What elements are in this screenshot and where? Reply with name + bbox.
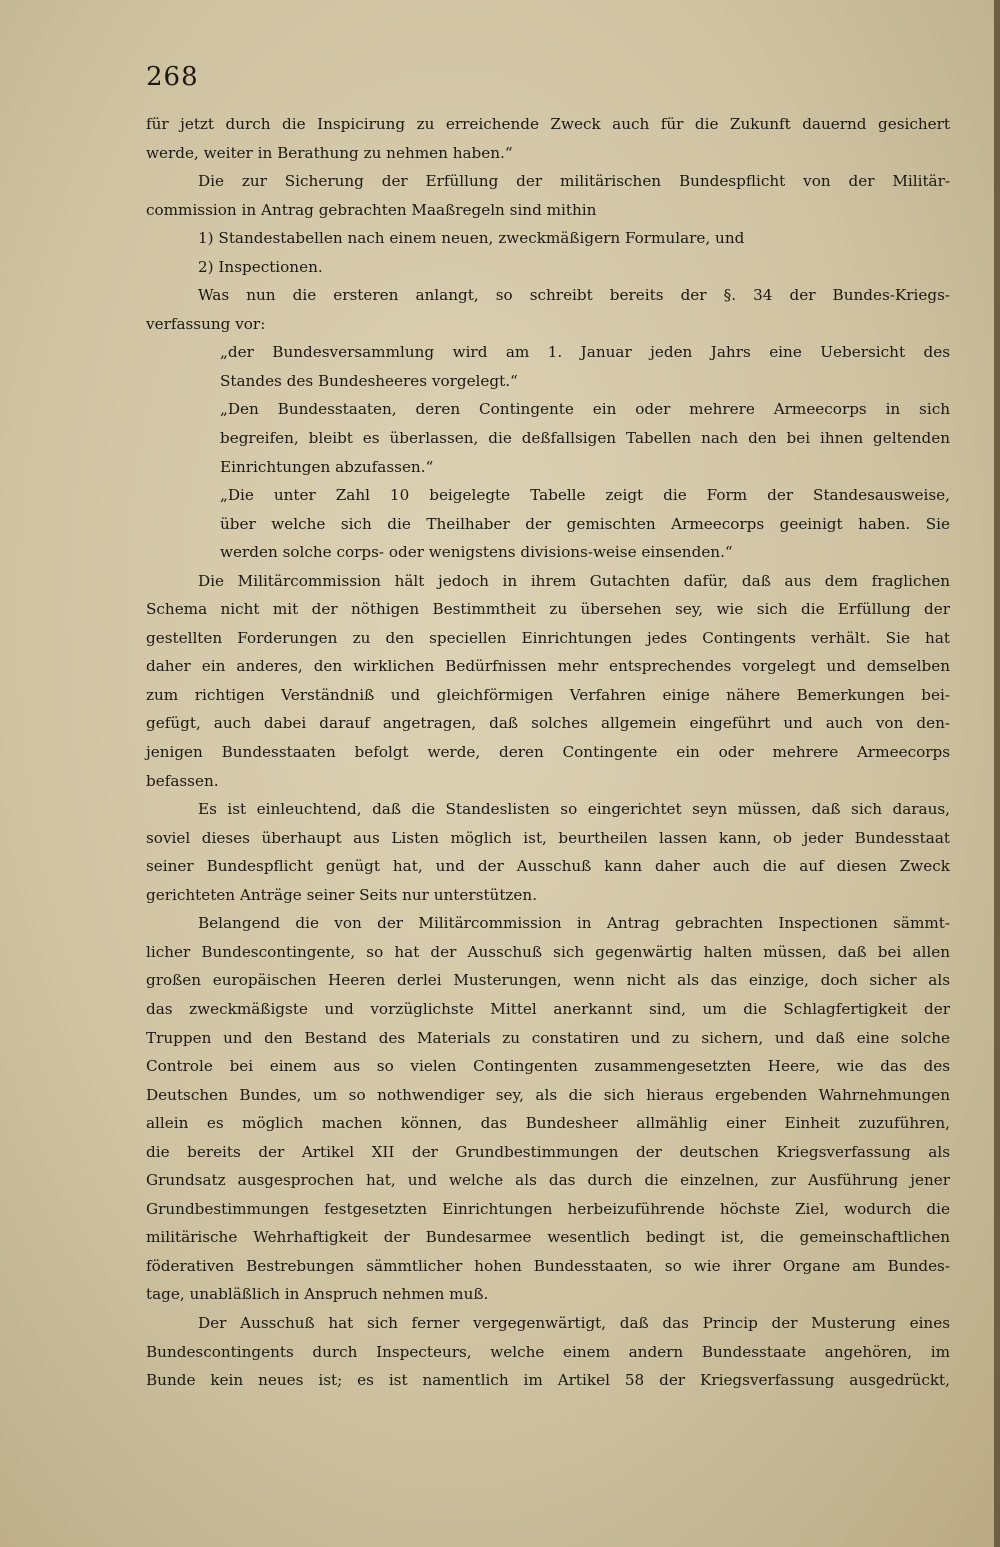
text-line: Grundbestimmungen festgesetzten Einrichtungen herbeizuführende höchste Ziel, wodurch die bbox=[146, 1199, 950, 1218]
text-line: Die zur Sicherung der Erfüllung der militärischen Bundespflicht von der Militär- bbox=[198, 172, 950, 191]
text-line: Bundescontingents durch Inspecteurs, welche einem andern Bundesstaate angehören, im bbox=[146, 1342, 950, 1361]
text-line: jenigen Bundesstaaten befolgt werde, deren Contingente ein oder mehrere Armeecorps bbox=[146, 743, 950, 762]
text-line: commission in Antrag gebrachten Maaßregeln sind mithin bbox=[146, 200, 597, 219]
text-line: für jetzt durch die Inspicirung zu erreichende Zweck auch für die Zukunft dauernd gesichert bbox=[146, 115, 950, 133]
text-line: Deutschen Bundes, um so nothwendiger sey, als die sich hieraus ergebenden Wahrnehmungen bbox=[146, 1085, 950, 1104]
text-line: licher Bundescontingente, so hat der Ausschuß sich gegenwärtig halten müssen, daß bei allen bbox=[146, 942, 950, 961]
text-line: Truppen und den Bestand des Materials zu constatiren und zu sichern, und daß eine solche bbox=[146, 1028, 950, 1047]
quote-line: Standes des Bundesheeres vorgelegt.“ bbox=[220, 371, 518, 390]
text-line: gerichteten Anträge seiner Seits nur unterstützen. bbox=[146, 885, 538, 904]
text-line: militärische Wehrhaftigkeit der Bundesarmee wesentlich bedingt ist, die gemeinschaftlichen bbox=[146, 1228, 950, 1247]
text-line: tage, unabläßlich in Anspruch nehmen muß. bbox=[146, 1285, 489, 1304]
text-line: seiner Bundespflicht genügt hat, und der Ausschuß kann daher auch die auf diesen Zweck bbox=[146, 857, 950, 876]
text-line: werde, weiter in Berathung zu nehmen haben.“ bbox=[146, 143, 513, 162]
text-line: soviel dieses überhaupt aus Listen möglich ist, beurtheilen lassen kann, ob jeder Bundesstaat bbox=[146, 828, 950, 847]
quote-line: begreifen, bleibt es überlassen, die deßfallsigen Tabellen nach den bei ihnen geltenden bbox=[220, 429, 950, 448]
text-line: Bunde kein neues ist; es ist namentlich im Artikel 58 der Kriegsverfassung ausgedrückt, bbox=[146, 1371, 950, 1390]
text-line: daher ein anderes, den wirklichen Bedürfnissen mehr entsprechendes vorgelegt und demselben bbox=[146, 657, 950, 676]
quote-line: „Die unter Zahl 10 beigelegte Tabelle zeigt die Form der Standesausweise, bbox=[220, 486, 950, 505]
text-line: befassen. bbox=[146, 771, 219, 790]
quote-line: werden solche corps- oder wenigstens divisions-weise einsenden.“ bbox=[220, 543, 733, 562]
body-text bbox=[146, 110, 950, 1395]
text-line: Grundsatz ausgesprochen hat, und welche als das durch die einzelnen, zur Ausführung jener bbox=[146, 1171, 950, 1190]
page-number: 268 bbox=[146, 62, 199, 92]
text-line: Controle bei einem aus so vielen Contingenten zusammengesetzten Heere, wie das des bbox=[146, 1057, 950, 1076]
text-line: föderativen Bestrebungen sämmtlicher hohen Bundesstaaten, so wie ihrer Organe am Bundes- bbox=[146, 1256, 950, 1275]
page-edge bbox=[994, 0, 1000, 1547]
text-line: zum richtigen Verständniß und gleichförmigen Verfahren einige nähere Bemerkungen bei- bbox=[146, 685, 950, 704]
text-line: allein es möglich machen können, das Bundesheer allmählig einer Einheit zuzuführen, bbox=[146, 1114, 950, 1133]
text-line: gefügt, auch dabei darauf angetragen, daß solches allgemein eingeführt und auch von den- bbox=[146, 714, 950, 733]
quote-line: über welche sich die Theilhaber der gemischten Armeecorps geeinigt haben. Sie bbox=[220, 514, 950, 533]
text-line: Belangend die von der Militärcommission in Antrag gebrachten Inspectionen sämmt- bbox=[198, 914, 950, 933]
quote-line: „der Bundesversammlung wird am 1. Januar jeden Jahrs eine Uebersicht des bbox=[220, 343, 950, 362]
text-line: Der Ausschuß hat sich ferner vergegenwärtigt, daß das Princip der Musterung eines bbox=[198, 1313, 950, 1332]
text-line: Was nun die ersteren anlangt, so schreibt bereits der §. 34 der Bundes-Kriegs- bbox=[198, 286, 950, 305]
text-line: Es ist einleuchtend, daß die Standeslisten so eingerichtet seyn müssen, daß sich daraus, bbox=[198, 800, 950, 819]
list-item: 2) Inspectionen. bbox=[198, 257, 323, 276]
text-line: großen europäischen Heeren derlei Musterungen, wenn nicht als das einzige, doch sicher als bbox=[146, 971, 950, 990]
text-line: das zweckmäßigste und vorzüglichste Mittel anerkannt sind, um die Schlagfertigkeit der bbox=[146, 999, 950, 1018]
quote-line: „Den Bundesstaaten, deren Contingente ein oder mehrere Armeecorps in sich bbox=[220, 400, 950, 419]
text-line: die bereits der Artikel XII der Grundbestimmungen der deutschen Kriegsverfassung als bbox=[146, 1142, 950, 1161]
quote-line: Einrichtungen abzufassen.“ bbox=[220, 457, 434, 476]
text-line: Die Militärcommission hält jedoch in ihrem Gutachten dafür, daß aus dem fraglichen bbox=[198, 571, 950, 590]
text-line: gestellten Forderungen zu den speciellen Einrichtungen jedes Contingents verhält. Sie hat bbox=[146, 628, 950, 647]
text-line: Schema nicht mit der nöthigen Bestimmtheit zu übersehen sey, wie sich die Erfüllung der bbox=[146, 600, 950, 619]
text-line: verfassung vor: bbox=[146, 314, 266, 333]
list-item: 1) Standestabellen nach einem neuen, zweckmäßigern Formulare, und bbox=[198, 229, 745, 248]
